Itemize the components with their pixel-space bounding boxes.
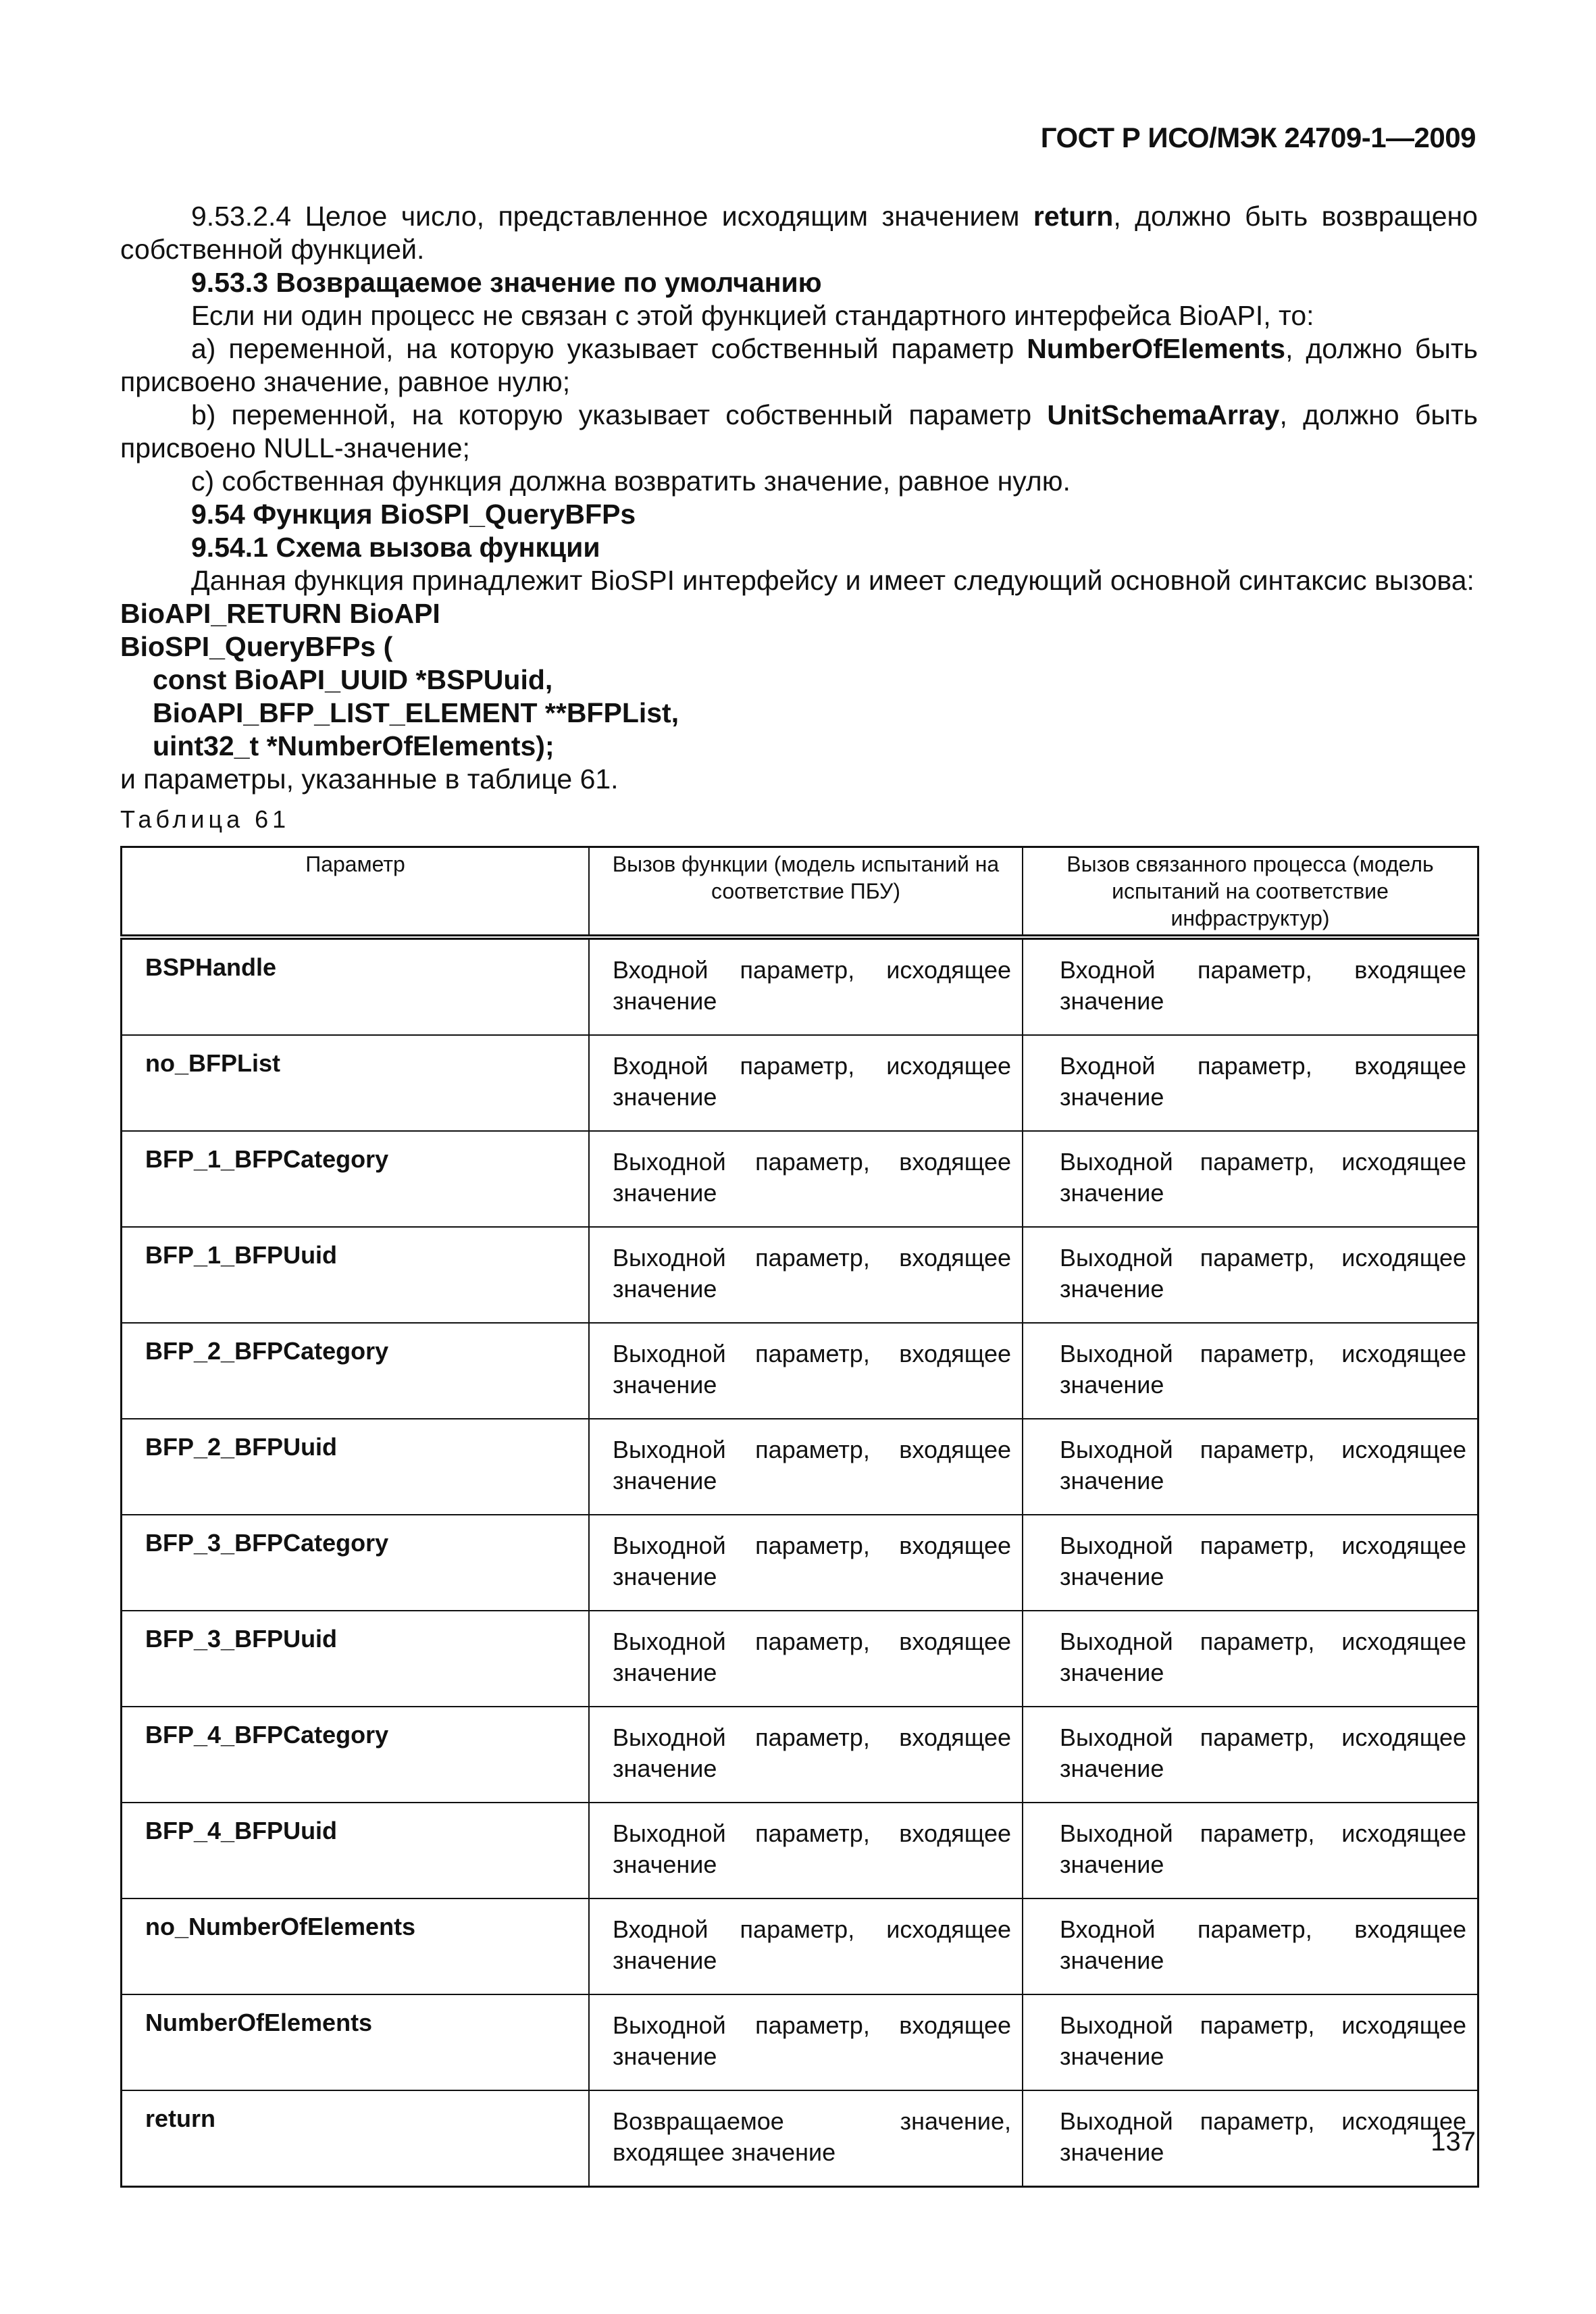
- cell-function-call: Выходной параметр, входящее значение: [589, 1419, 1023, 1515]
- heading-9-54: 9.54 Функция BioSPI_QueryBFPs: [191, 499, 636, 530]
- document-body: [120, 200, 1478, 836]
- list-item-b: b) переменной, на которую указывает собственный параметр UnitSchemaArray, должно быть присвоено NULL-значение;: [120, 399, 1478, 463]
- cell-linked-process: Выходной параметр, исходящее значение: [1023, 1994, 1478, 2090]
- document-header: ГОСТ Р ИСО/МЭК 24709-1—2009: [1040, 122, 1476, 153]
- cell-parameter: BSPHandle: [122, 937, 590, 1035]
- cell-parameter: BFP_4_BFPUuid: [122, 1803, 590, 1898]
- cell-parameter: BFP_4_BFPCategory: [122, 1707, 590, 1803]
- table-row: [122, 1611, 1478, 1707]
- cell-function-call: Выходной параметр, входящее значение: [589, 1994, 1023, 2090]
- cell-linked-process: Выходной параметр, исходящее значение: [1023, 1131, 1478, 1227]
- parameters-table: [120, 846, 1479, 2188]
- cell-function-call: Входной параметр, исходящее значение: [589, 1035, 1023, 1131]
- table-row: [122, 1803, 1478, 1898]
- table-row: [122, 2090, 1478, 2187]
- cell-parameter: BFP_2_BFPCategory: [122, 1323, 590, 1419]
- column-header-linked-process: Вызов связанного процесса (модель испытаний на соответствие инфраструктур): [1023, 847, 1478, 938]
- table-row: [122, 1419, 1478, 1515]
- cell-function-call: Выходной параметр, входящее значение: [589, 1131, 1023, 1227]
- paragraph-condition: Если ни один процесс не связан с этой функцией стандартного интерфейса BioAPI, то:: [191, 300, 1314, 331]
- cell-linked-process: Выходной параметр, исходящее значение: [1023, 1707, 1478, 1803]
- code-line: const BioAPI_UUID *BSPUuid,: [153, 664, 553, 695]
- cell-linked-process: Входной параметр, входящее значение: [1023, 937, 1478, 1035]
- code-line: BioSPI_QueryBFPs (: [120, 631, 393, 662]
- paragraph-9-53-2-4: 9.53.2.4 Целое число, представленное исходящим значением return, должно быть возвращено собственной функцией.: [120, 201, 1478, 265]
- cell-linked-process: Входной параметр, входящее значение: [1023, 1898, 1478, 1994]
- cell-function-call: Выходной параметр, входящее значение: [589, 1611, 1023, 1707]
- table-row: [122, 1898, 1478, 1994]
- column-header-parameter: Параметр: [122, 847, 590, 938]
- table-caption: Таблица 61: [120, 805, 290, 833]
- cell-parameter: no_BFPList: [122, 1035, 590, 1131]
- table-row: [122, 1323, 1478, 1419]
- column-header-function-call: Вызов функции (модель испытаний на соответствие ПБУ): [589, 847, 1023, 938]
- cell-linked-process: Выходной параметр, исходящее значение: [1023, 1803, 1478, 1898]
- page-number: 137: [1431, 2127, 1476, 2157]
- paragraph-syntax-intro: Данная функция принадлежит BioSPI интерфейсу и имеет следующий основной синтаксис вызова:: [191, 565, 1474, 596]
- cell-parameter: no_NumberOfElements: [122, 1898, 590, 1994]
- table-row: [122, 1227, 1478, 1323]
- cell-parameter: NumberOfElements: [122, 1994, 590, 2090]
- cell-parameter: BFP_1_BFPCategory: [122, 1131, 590, 1227]
- cell-function-call: Выходной параметр, входящее значение: [589, 1323, 1023, 1419]
- table-header-row: [122, 847, 1478, 938]
- cell-function-call: Выходной параметр, входящее значение: [589, 1515, 1023, 1611]
- table-body: [122, 937, 1478, 2187]
- cell-linked-process: Выходной параметр, исходящее значение: [1023, 1323, 1478, 1419]
- table-row: [122, 1515, 1478, 1611]
- table-row: [122, 1707, 1478, 1803]
- code-line: BioAPI_RETURN BioAPI: [120, 598, 440, 629]
- cell-function-call: Входной параметр, исходящее значение: [589, 937, 1023, 1035]
- cell-linked-process: Выходной параметр, исходящее значение: [1023, 1611, 1478, 1707]
- cell-function-call: Выходной параметр, входящее значение: [589, 1227, 1023, 1323]
- heading-9-54-1: 9.54.1 Схема вызова функции: [191, 532, 600, 563]
- cell-parameter: BFP_2_BFPUuid: [122, 1419, 590, 1515]
- cell-parameter: BFP_3_BFPCategory: [122, 1515, 590, 1611]
- code-line: uint32_t *NumberOfElements);: [153, 730, 555, 761]
- cell-linked-process: Выходной параметр, исходящее значение: [1023, 1515, 1478, 1611]
- list-item-a: a) переменной, на которую указывает собственный параметр NumberOfElements, должно быть присвоено значение, равное нулю;: [120, 333, 1478, 397]
- list-item-c: c) собственная функция должна возвратить значение, равное нулю.: [191, 466, 1071, 497]
- cell-function-call: Возвращаемое значение, входящее значение: [589, 2090, 1023, 2187]
- cell-function-call: Входной параметр, исходящее значение: [589, 1898, 1023, 1994]
- table-row: [122, 1994, 1478, 2090]
- table-row: [122, 1131, 1478, 1227]
- cell-parameter: BFP_1_BFPUuid: [122, 1227, 590, 1323]
- paragraph-params-ref: и параметры, указанные в таблице 61.: [120, 763, 619, 795]
- cell-linked-process: Выходной параметр, исходящее значение: [1023, 1227, 1478, 1323]
- heading-9-53-3: 9.53.3 Возвращаемое значение по умолчанию: [191, 267, 822, 298]
- cell-linked-process: Входной параметр, входящее значение: [1023, 1035, 1478, 1131]
- cell-function-call: Выходной параметр, входящее значение: [589, 1803, 1023, 1898]
- cell-linked-process: Выходной параметр, исходящее значение: [1023, 1419, 1478, 1515]
- cell-parameter: BFP_3_BFPUuid: [122, 1611, 590, 1707]
- cell-parameter: return: [122, 2090, 590, 2187]
- cell-linked-process: Выходной параметр, исходящее значение: [1023, 2090, 1478, 2187]
- table-row: [122, 1035, 1478, 1131]
- table-row: [122, 937, 1478, 1035]
- cell-function-call: Выходной параметр, входящее значение: [589, 1707, 1023, 1803]
- code-line: BioAPI_BFP_LIST_ELEMENT **BFPList,: [153, 697, 679, 728]
